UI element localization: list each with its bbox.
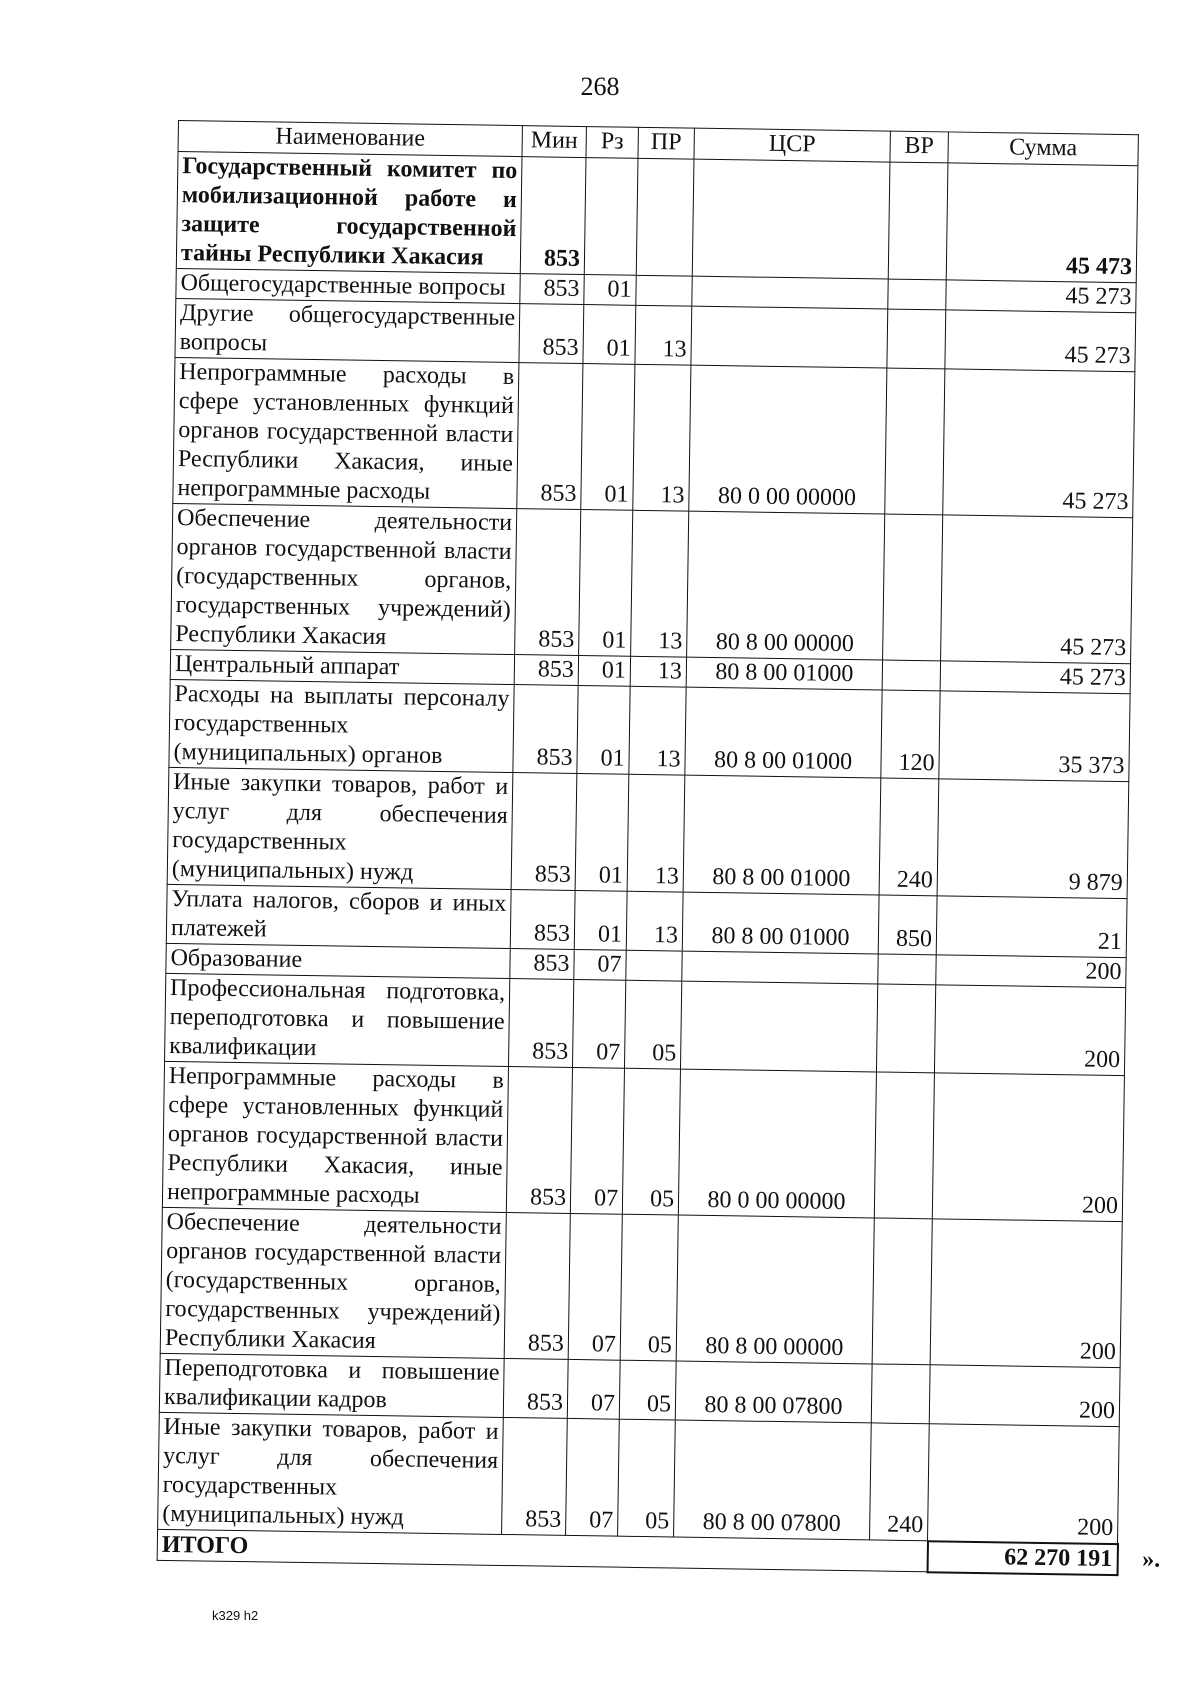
row-rz: 07 [574,949,626,980]
row-vr [885,368,945,515]
row-vr [876,984,935,1073]
row-csr [680,981,877,1072]
row-name: Непрограммные расходы в сфере установленных функций органов государственной власти Республики Хакасия, иные непрограммные расходы [173,357,519,508]
row-pr [626,950,682,981]
row-csr [682,951,878,984]
table-row [167,767,1129,898]
total-sum: 62 270 191 [1004,1543,1113,1572]
row-vr [871,1364,930,1424]
row-sum: 45 273 [943,369,1135,518]
row-rz: 01 [574,890,627,950]
row-pr: 13 [626,891,683,951]
total-sum-cell [927,1541,1161,1575]
row-name: Государственный комитет по мобилизационной работе и защите государственной тайны Республики Хакасия [176,152,522,274]
row-name: Иные закупки товаров, работ и услуг для обеспечения государственных (муниципальных) нужд [167,767,513,889]
row-name: Иные закупки товаров, работ и услуг для обеспечения государственных (муниципальных) нужд [158,1412,504,1534]
row-pr [636,275,692,306]
row-rz: 01 [577,685,630,774]
row-sum: 200 [934,985,1125,1076]
row-min: 853 [519,304,584,364]
row-pr [636,158,694,276]
row-name: Непрограммные расходы в сфере установленных функций органов государственной власти Республики Хакасия, иные непрограммные расходы [162,1061,508,1212]
row-name: Обеспечение деятельности органов государственной власти (государственных органов, государственных учреждений) Республики Хакасия [171,503,517,654]
row-rz: 07 [567,1359,620,1419]
budget-table-wrapper [157,120,1161,1576]
row-min: 853 [502,1417,568,1535]
row-min: 853 [511,773,577,891]
row-vr [874,1072,934,1219]
row-min: 853 [510,949,574,980]
row-csr: 80 8 00 01000 [686,657,882,690]
row-rz: 01 [575,773,629,891]
row-name: Общегосударственные вопросы [176,268,520,303]
row-csr: 80 8 00 01000 [685,687,882,778]
row-min: 853 [508,979,573,1068]
table-row [169,679,1130,781]
row-vr [888,162,948,280]
row-csr: 80 8 00 07800 [675,1361,872,1423]
row-min: 853 [510,890,575,950]
row-pr: 05 [618,1419,676,1537]
row-name: Профессиональная подготовка, переподготовка и повышение квалификации [165,973,510,1066]
row-vr [882,660,940,691]
row-pr: 13 [627,774,685,892]
row-rz: 01 [578,656,630,687]
column-header-name: Наименование [178,121,522,157]
row-vr [883,514,943,661]
table-body [158,152,1138,1544]
row-csr: 80 0 00 00000 [678,1069,876,1218]
row-min: 853 [504,1212,570,1359]
row-rz: 07 [568,1213,622,1360]
row-pr: 13 [633,364,691,511]
row-sum: 45 473 [946,163,1138,283]
row-pr: 13 [630,656,686,687]
column-header-sum: Сумма [948,132,1138,166]
row-rz: 07 [572,979,625,1068]
row-rz: 07 [570,1067,624,1214]
row-vr [888,279,946,310]
row-min: 853 [514,655,578,686]
row-rz: 01 [584,275,636,306]
row-pr: 13 [631,510,689,657]
table-row [160,1207,1122,1367]
row-csr: 80 8 00 07800 [674,1420,872,1540]
row-min: 853 [515,509,581,656]
row-min: 853 [506,1067,572,1214]
row-csr: 80 8 00 00000 [687,511,885,660]
row-name: Образование [166,943,510,978]
row-rz: 01 [579,510,633,657]
row-min: 853 [517,363,583,510]
row-sum: 45 273 [940,661,1130,694]
row-name: Расходы на выплаты персоналу государственных (муниципальных) органов [169,679,514,772]
row-min: 853 [520,157,586,275]
row-sum: 200 [930,1219,1122,1368]
closing-quote-mark: ». [1142,1545,1161,1573]
row-sum: 200 [936,955,1126,988]
row-csr: 80 8 00 01000 [682,892,879,954]
row-csr: 80 0 00 00000 [689,365,887,514]
row-sum: 9 879 [937,779,1129,899]
table-row [173,357,1135,517]
row-pr: 05 [619,1360,676,1420]
row-vr: 240 [879,778,939,896]
footer-code: k329 h2 [212,1608,259,1623]
row-vr [887,309,946,369]
row-sum: 35 373 [939,691,1130,782]
row-pr: 13 [629,686,686,775]
row-pr: 05 [624,980,681,1069]
row-sum: 45 273 [946,280,1136,313]
row-sum: 45 273 [945,310,1136,372]
row-name: Другие общегосударственные вопросы [175,298,520,362]
table-row [176,152,1138,283]
row-csr [691,306,888,368]
table-row [171,503,1133,663]
row-sum: 21 [936,896,1127,958]
column-header-min: Мин [522,126,586,158]
row-sum: 45 273 [941,515,1133,664]
row-name: Уплата налогов, сборов и иных платежей [166,884,511,948]
column-header-pr: ПР [638,127,694,159]
row-name: Переподготовка и повышение квалификации кадров [159,1353,504,1417]
budget-table [157,120,1161,1576]
column-header-csr: ЦСР [694,128,890,162]
table-row [165,973,1126,1075]
row-pr: 05 [622,1068,680,1215]
row-vr: 850 [878,895,937,955]
row-min: 853 [520,274,584,305]
row-name: Обеспечение деятельности органов государственной власти (государственных органов, государственных учреждений) Республики Хакасия [160,1207,506,1358]
row-rz: 01 [583,305,636,365]
row-rz: 07 [566,1418,620,1536]
row-csr [692,276,888,309]
total-label: ИТОГО [157,1529,927,1571]
row-vr [872,1218,932,1365]
row-vr: 120 [881,690,940,779]
column-header-vr: ВР [890,131,948,163]
row-rz [584,158,638,276]
page-number: 268 [580,72,620,101]
row-name: Центральный аппарат [170,649,514,684]
row-csr: 80 8 00 01000 [683,775,881,895]
row-sum: 200 [932,1073,1124,1222]
table-row [162,1061,1124,1221]
row-pr: 13 [635,305,692,365]
row-rz: 01 [581,364,635,511]
row-vr: 240 [870,1423,930,1541]
table-row [158,1412,1120,1543]
row-vr [878,954,936,985]
row-sum: 200 [928,1424,1120,1544]
row-csr [692,159,890,279]
row-min: 853 [513,685,578,774]
row-csr: 80 8 00 00000 [676,1215,874,1364]
row-min: 853 [503,1358,568,1418]
row-sum: 200 [929,1365,1120,1427]
row-pr: 05 [620,1214,678,1361]
column-header-rz: Рз [586,127,638,159]
